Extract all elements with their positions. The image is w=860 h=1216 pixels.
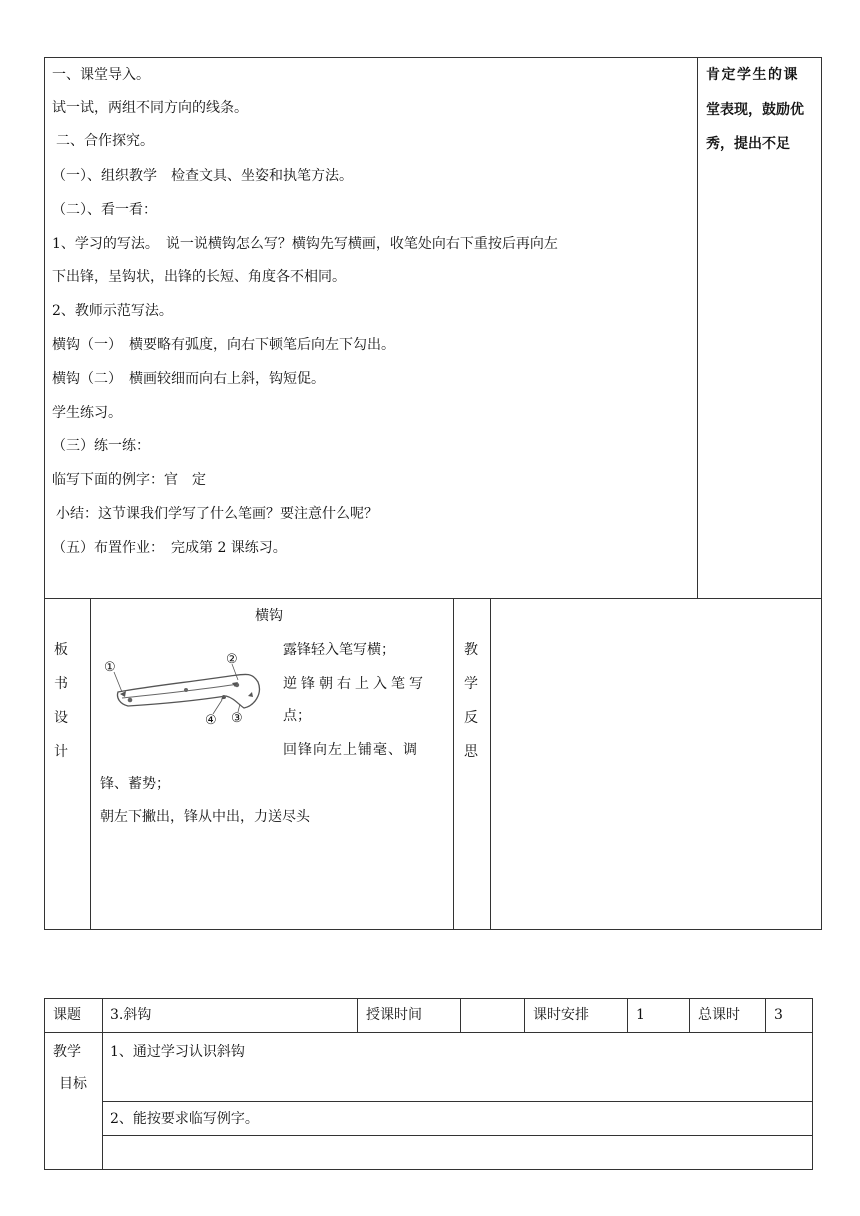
rhyme-line: 露锋轻入笔写横； [283,642,395,658]
goal-item: 2、能按要求临写例字。 [110,1111,259,1127]
board-divider-2 [453,598,454,930]
lesson-line: （三）练一练： [52,438,150,454]
stroke-dot [128,698,133,703]
topic-label: 课题 [53,1007,81,1023]
schedule-value: 1 [636,1007,645,1023]
lesson-line: 1、学习的写法。 说一说横钩怎么写？横钩先写横画，收笔处向右下重按后再向左 [52,236,558,252]
rhyme-line: 点； [283,708,311,724]
reflection-char: 思 [464,744,478,760]
board-side-char: 板 [54,642,68,658]
stroke-inner-path [122,684,238,698]
lesson-divider-vertical [697,57,698,599]
rhyme-line: 回锋向左上铺毫、调 [283,742,418,758]
goal-label: 目标 [59,1076,87,1092]
lesson-line: 小结：这节课我们学写了什么笔画？要注意什么呢？ [56,506,378,522]
lesson-line: （五）布置作业： 完成第 2 课练习。 [52,540,287,556]
board-divider-1 [90,598,91,930]
lesson-line: 一、课堂导入。 [52,67,150,83]
rhyme-line: 锋、蓄势； [100,776,170,792]
lesson-line: 临写下面的例字：官 定 [52,472,206,488]
reflection-char: 教 [464,642,478,658]
lesson-line: 横钩（二） 横画较细而向右上斜，钩短促。 [52,371,325,387]
lesson-line: （二）、看一看： [52,202,157,218]
col-divider [524,998,525,1032]
lesson-line: 横钩（一） 横要略有弧度，向右下顿笔后向左下勾出。 [52,337,395,353]
stroke-diagram [100,646,270,746]
lesson-table [44,57,822,930]
lesson-line: 下出锋，呈钩状，出锋的长短、角度各不相同。 [52,269,346,285]
diagram-marker-3: ③ [231,711,243,726]
board-side-char: 设 [54,710,68,726]
col-divider [765,998,766,1032]
topic-value: 3.斜钩 [110,1007,152,1023]
lesson-line: （一）、组织教学 检查文具、坐姿和执笔方法。 [52,168,353,184]
col-divider [357,998,358,1032]
lesson-divider-horizontal [44,598,822,599]
board-side-char: 书 [54,676,68,692]
header-row-divider [44,1032,813,1033]
goal-row-divider [102,1135,813,1136]
class-time-label: 授课时间 [366,1007,422,1023]
total-hours-label: 总课时 [698,1007,740,1023]
board-side-char: 计 [54,744,68,760]
col-divider [102,998,103,1170]
lesson-line: 学生练习。 [52,405,122,421]
lesson-line: 试一试，两组不同方向的线条。 [52,100,248,116]
lesson-line: 2、教师示范写法。 [52,303,173,319]
col-divider [460,998,461,1032]
teacher-note-line: 秀，提出不足 [706,136,790,152]
schedule-label: 课时安排 [533,1007,589,1023]
diagram-marker-2: ② [226,652,238,667]
col-divider [627,998,628,1032]
reflection-char: 反 [464,710,478,726]
teacher-note-line: 堂表现，鼓励优 [706,102,804,118]
goal-item: 1、通过学习认识斜钩 [110,1044,245,1060]
board-title: 横钩 [255,608,283,624]
rhyme-line: 逆锋朝右上入笔写 [283,676,427,692]
goal-label: 教学 [53,1044,81,1060]
total-hours-value: 3 [774,1007,783,1023]
diagram-marker-4: ④ [205,713,217,728]
teacher-note-line: 肯定学生的课 [706,67,799,83]
reflection-char: 学 [464,676,478,692]
diagram-marker-1: ① [104,660,116,675]
stroke-arrow [248,692,253,697]
rhyme-line: 朝左下撇出，锋从中出，力送尽头 [100,809,310,825]
goal-row-divider [102,1101,813,1102]
board-divider-3 [490,598,491,930]
lesson-line: 二、合作探究。 [56,133,154,149]
stroke-dot [184,688,188,692]
col-divider [689,998,690,1032]
